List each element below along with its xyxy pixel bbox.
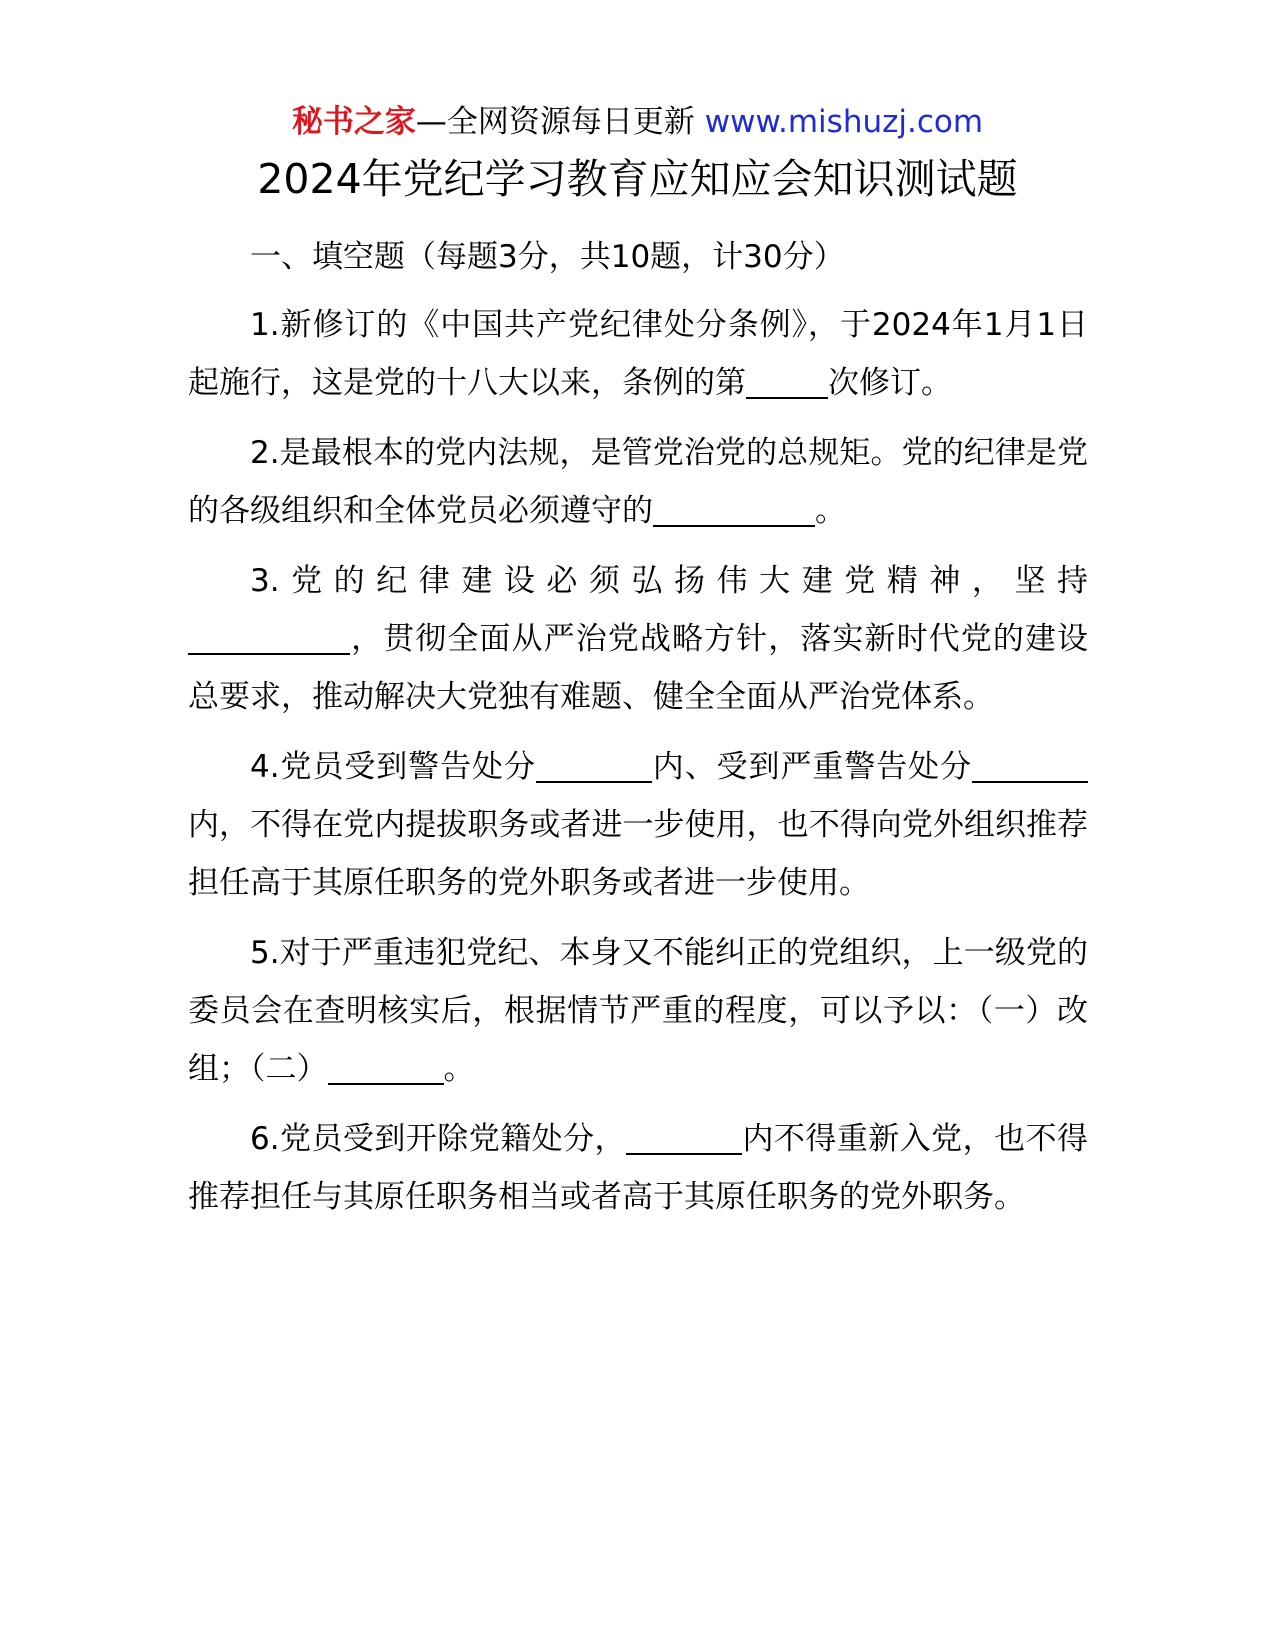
question-2-text-a: 2.是最根本的党内法规，是管党治党的总规矩。党的纪律是党的各级组织和全体党员必须遵守的 bbox=[188, 435, 1088, 529]
answer-blank bbox=[626, 1120, 742, 1155]
question-1-text-a: 1.新修订的《中国共产党纪律处分条例》，于2024年1月1日起施行，这是党的十八大以来，条例的第 bbox=[188, 307, 1088, 401]
answer-blank bbox=[972, 748, 1088, 783]
question-5-text-b: 。 bbox=[443, 1051, 475, 1087]
question-4-text-b: 内、受到严重警告处分 bbox=[651, 749, 973, 785]
question-3-text-b: ，贯彻全面从严治党战略方针，落实新时代党的建设总要求，推动解决大党独有难题、健全全面从严治党体系。 bbox=[188, 621, 1088, 715]
document-body bbox=[188, 228, 1088, 1226]
question-3-text-a: 3.党的纪律建设必须弘扬伟大建党精神，坚持 bbox=[250, 563, 1088, 599]
site-url[interactable]: www.mishuzj.com bbox=[704, 104, 984, 140]
question-5-text-a: 5.对于严重违犯党纪、本身又不能纠正的党组织，上一级党的委员会在查明核实后，根据情节严重的程度，可以予以：（一）改组；（二） bbox=[188, 935, 1088, 1087]
question-3-line-2 bbox=[188, 610, 1088, 726]
question-6-text-a: 6.党员受到开除党籍处分， bbox=[250, 1121, 627, 1157]
question-2 bbox=[188, 424, 1088, 540]
answer-blank bbox=[328, 1050, 444, 1085]
question-6 bbox=[188, 1110, 1088, 1226]
question-6-text-b: 内不得重新入党，也不得推荐担任与其原任职务相当或者高于其原任职务的党外职务。 bbox=[188, 1121, 1088, 1215]
answer-blank bbox=[536, 748, 652, 783]
question-2-text-b: 。 bbox=[815, 493, 846, 529]
question-4-text-a: 4.党员受到警告处分 bbox=[250, 749, 536, 785]
question-5 bbox=[188, 924, 1088, 1098]
answer-blank bbox=[653, 492, 815, 527]
site-header bbox=[0, 102, 1275, 142]
section-heading: 一、填空题（每题3分，共10题，计30分） bbox=[250, 239, 845, 275]
site-brand: 秘书之家 bbox=[291, 104, 416, 140]
answer-blank bbox=[746, 364, 828, 399]
question-1 bbox=[188, 296, 1088, 412]
question-1-text-b: 次修订。 bbox=[828, 365, 952, 401]
site-tagline: —全网资源每日更新 bbox=[415, 104, 705, 140]
question-4-text-c: 内，不得在党内提拔职务或者进一步使用，也不得向党外组织推荐担任高于其原任职务的党外职务或者进一步使用。 bbox=[188, 807, 1088, 901]
document-title: 2024年党纪学习教育应知应会知识测试题 bbox=[257, 155, 1018, 203]
question-3-line-1 bbox=[188, 552, 1088, 610]
answer-blank bbox=[188, 620, 350, 655]
question-4 bbox=[188, 738, 1088, 912]
